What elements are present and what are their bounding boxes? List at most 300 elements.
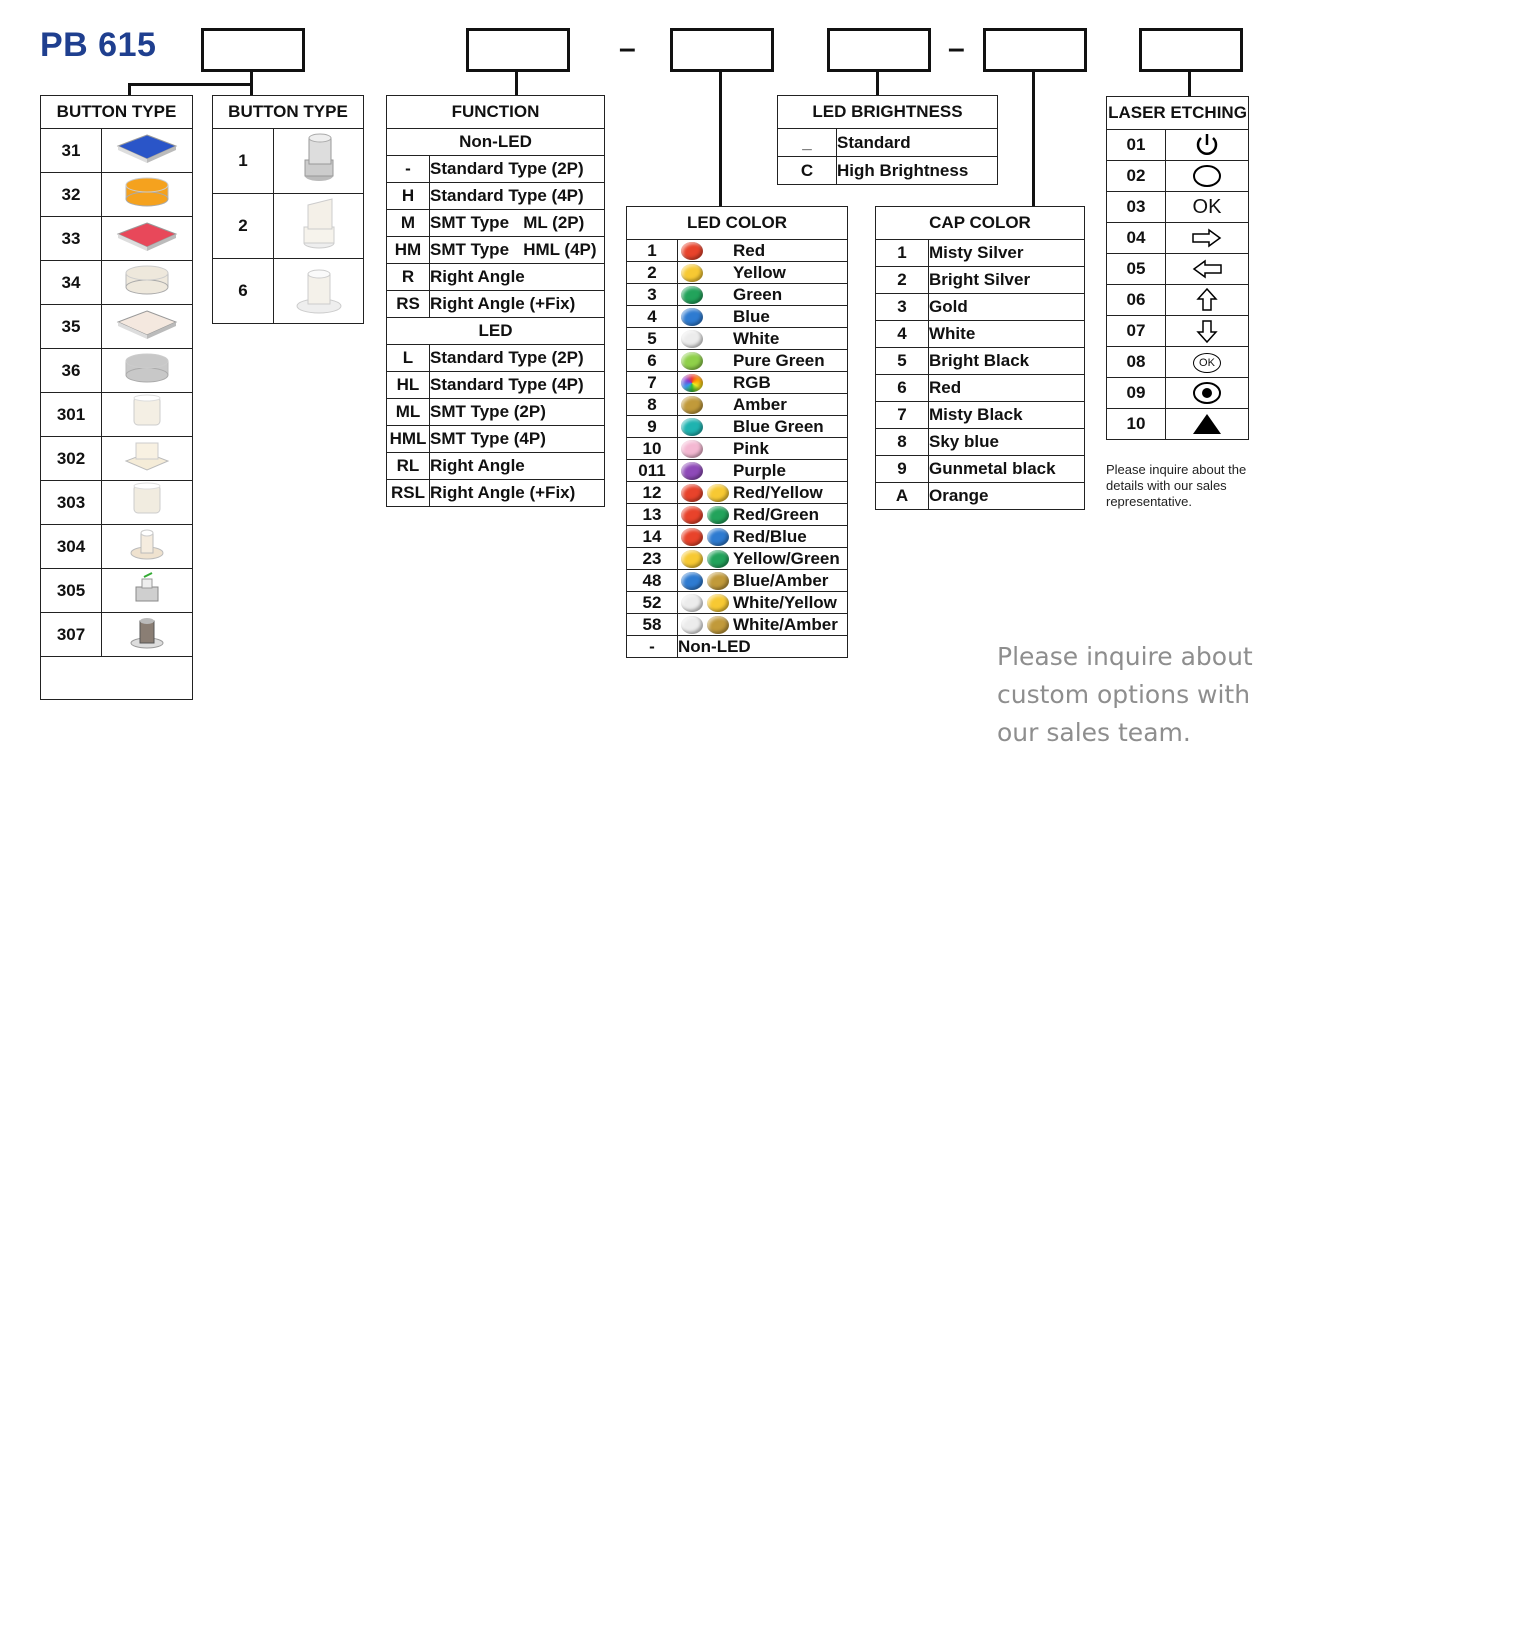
- table-row: [876, 348, 1085, 375]
- table-row: [876, 294, 1085, 321]
- cap-color-code: 9: [876, 456, 929, 483]
- part-box-led-brightness: [827, 28, 931, 72]
- led-color-label: Non-LED: [678, 636, 848, 658]
- etching-code: 10: [1107, 409, 1166, 440]
- section-label: Non-LED: [387, 129, 605, 156]
- button-type-code: 303: [41, 481, 102, 525]
- cap-color-code: 6: [876, 375, 929, 402]
- led-color-code: 14: [627, 526, 678, 548]
- led-swatch-icon: [681, 242, 703, 260]
- button-type-code: 1: [213, 129, 274, 194]
- led-color-code: 4: [627, 306, 678, 328]
- part-box-laser-etching: [1139, 28, 1243, 72]
- table-row: [876, 240, 1085, 267]
- table-row: [1107, 130, 1249, 161]
- clear-slanted-actuator-icon: [284, 195, 354, 253]
- table-header: LED BRIGHTNESS: [778, 96, 998, 129]
- ok-circle-icon: OK: [1193, 353, 1221, 373]
- function-code: M: [387, 210, 430, 237]
- function-code: RS: [387, 291, 430, 318]
- table-header: FUNCTION: [387, 96, 605, 129]
- cap-color-label: Red: [929, 375, 1085, 402]
- function-table: [386, 95, 605, 507]
- clear-stem-cap-icon: [112, 525, 182, 563]
- table-row: [387, 372, 605, 399]
- button-type-code: 32: [41, 173, 102, 217]
- function-code: H: [387, 183, 430, 210]
- table-row: [387, 237, 605, 264]
- led-swatch-cell: [678, 350, 734, 372]
- white-round-cap-icon: [112, 261, 182, 299]
- etching-symbol-cell: [1166, 254, 1249, 285]
- led-swatch-icon: [681, 484, 703, 502]
- table-row: [876, 375, 1085, 402]
- button-type-code: 34: [41, 261, 102, 305]
- product-title: PB 615: [40, 26, 157, 64]
- table-row: [778, 157, 998, 185]
- led-swatch-cell: [678, 548, 734, 570]
- table-header: CAP COLOR: [876, 207, 1085, 240]
- led-swatch-cell: [678, 592, 734, 614]
- button-type-code: 304: [41, 525, 102, 569]
- led-swatch-cell: [678, 394, 734, 416]
- actuator-image-cell: [274, 259, 364, 324]
- arrow-up-icon: [1190, 288, 1224, 312]
- function-code: R: [387, 264, 430, 291]
- led-swatch-icon: [707, 484, 729, 502]
- led-swatch-icon: [681, 572, 703, 590]
- button-image-cell: [102, 437, 193, 481]
- table-row: [1107, 316, 1249, 347]
- triangle-icon: [1190, 412, 1224, 436]
- cap-color-code: 3: [876, 294, 929, 321]
- function-code: HL: [387, 372, 430, 399]
- button-type-code: 35: [41, 305, 102, 349]
- led-color-code: 5: [627, 328, 678, 350]
- table-row: [41, 349, 193, 393]
- part-box-led-color: [670, 28, 774, 72]
- connector-line: [876, 71, 879, 96]
- led-swatch-cell: [678, 284, 734, 306]
- button-type-code: 302: [41, 437, 102, 481]
- cap-color-code: 8: [876, 429, 929, 456]
- table-row: [627, 636, 848, 658]
- table-row: [387, 480, 605, 507]
- button-image-cell: [102, 613, 193, 657]
- part-box-function: [466, 28, 570, 72]
- etching-code: 08: [1107, 347, 1166, 378]
- button-image-cell: [102, 349, 193, 393]
- connector-line: [1188, 71, 1191, 97]
- led-color-code: 2: [627, 262, 678, 284]
- function-code: ML: [387, 399, 430, 426]
- cube-base-cap-icon: [112, 569, 182, 607]
- led-color-label: Red: [733, 240, 848, 262]
- table-row: [41, 305, 193, 349]
- table-row: [41, 613, 193, 657]
- cap-color-label: Gold: [929, 294, 1085, 321]
- led-swatch-icon: [681, 440, 703, 458]
- led-swatch-icon: [681, 616, 703, 634]
- led-swatch-cell: [678, 306, 734, 328]
- led-color-code: 6: [627, 350, 678, 372]
- cap-color-label: Bright Black: [929, 348, 1085, 375]
- gray-round-cap-icon: [112, 349, 182, 387]
- function-label: Right Angle (+Fix): [430, 291, 605, 318]
- led-swatch-icon: [681, 308, 703, 326]
- led-color-code: 1: [627, 240, 678, 262]
- led-color-label: Red/Yellow: [733, 482, 848, 504]
- table-row: [627, 504, 848, 526]
- table-row: [627, 592, 848, 614]
- led-color-code: 3: [627, 284, 678, 306]
- part-box-button-type: [201, 28, 305, 72]
- table-row: [387, 453, 605, 480]
- led-swatch-icon: [681, 594, 703, 612]
- table-row: [627, 306, 848, 328]
- button-type-side-table: [212, 95, 364, 324]
- clear-tall-cylinder-cap-icon: [112, 481, 182, 519]
- led-swatch-icon: [681, 352, 703, 370]
- table-row: [627, 548, 848, 570]
- etching-symbol-cell: [1166, 285, 1249, 316]
- table-row: [876, 321, 1085, 348]
- led-brightness-table: [777, 95, 998, 185]
- function-code: RL: [387, 453, 430, 480]
- laser-etching-table: [1106, 96, 1249, 440]
- table-row: [627, 328, 848, 350]
- led-color-code: 12: [627, 482, 678, 504]
- cap-color-label: White: [929, 321, 1085, 348]
- led-color-label: Yellow/Green: [733, 548, 848, 570]
- function-label: Right Angle (+Fix): [430, 480, 605, 507]
- function-label: Standard Type (4P): [430, 372, 605, 399]
- brightness-code: _: [778, 129, 837, 157]
- etching-symbol-cell: [1166, 130, 1249, 161]
- table-row: [213, 259, 364, 324]
- led-color-code: -: [627, 636, 678, 658]
- table-header: BUTTON TYPE: [41, 96, 193, 129]
- led-color-label: Yellow: [733, 262, 848, 284]
- button-type-code: 33: [41, 217, 102, 261]
- led-swatch-cell: [678, 328, 734, 350]
- table-header: LASER ETCHING: [1107, 97, 1249, 130]
- button-type-code: 301: [41, 393, 102, 437]
- led-color-label: Red/Blue: [733, 526, 848, 548]
- etching-symbol-cell: [1166, 316, 1249, 347]
- table-row: [778, 129, 998, 157]
- dark-stem-cap-icon: [112, 613, 182, 651]
- table-row: [387, 426, 605, 453]
- brightness-label: High Brightness: [837, 157, 998, 185]
- led-swatch-cell: [678, 570, 734, 592]
- white-square-cap-icon: [112, 305, 182, 343]
- led-swatch-icon: [707, 616, 729, 634]
- arrow-down-icon: [1190, 319, 1224, 343]
- table-row: [627, 570, 848, 592]
- led-color-code: 48: [627, 570, 678, 592]
- etching-symbol-cell: [1166, 347, 1249, 378]
- etching-symbol-cell: [1166, 161, 1249, 192]
- table-row: [876, 429, 1085, 456]
- connector-line: [129, 83, 253, 86]
- table-row: [41, 481, 193, 525]
- table-row: [1107, 285, 1249, 316]
- connector-line: [1032, 71, 1035, 206]
- led-color-table: [626, 206, 848, 658]
- button-type-code: 307: [41, 613, 102, 657]
- part-box-cap-color: [983, 28, 1087, 72]
- led-color-code: 10: [627, 438, 678, 460]
- etching-code: 04: [1107, 223, 1166, 254]
- led-swatch-icon: [681, 506, 703, 524]
- table-row: [1107, 192, 1249, 223]
- cap-color-code: 5: [876, 348, 929, 375]
- cap-color-label: Misty Black: [929, 402, 1085, 429]
- led-swatch-cell: [678, 240, 734, 262]
- function-label: Standard Type (2P): [430, 345, 605, 372]
- cap-color-label: Gunmetal black: [929, 456, 1085, 483]
- table-header: BUTTON TYPE: [213, 96, 364, 129]
- function-label: SMT Type HML (4P): [430, 237, 605, 264]
- table-row: [1107, 347, 1249, 378]
- table-row: [41, 525, 193, 569]
- led-swatch-icon: [681, 396, 703, 414]
- led-swatch-icon: [681, 528, 703, 546]
- table-row: [627, 350, 848, 372]
- table-row-empty: [41, 657, 193, 700]
- etching-code: 02: [1107, 161, 1166, 192]
- table-row: [1107, 378, 1249, 409]
- led-color-code: 13: [627, 504, 678, 526]
- button-type-code: 305: [41, 569, 102, 613]
- led-swatch-icon: [707, 528, 729, 546]
- function-label: SMT Type (4P): [430, 426, 605, 453]
- table-row: [41, 217, 193, 261]
- led-color-code: 9: [627, 416, 678, 438]
- table-row: [1107, 223, 1249, 254]
- clear-cylinder-cap-icon: [112, 393, 182, 431]
- led-color-label: White/Amber: [733, 614, 848, 636]
- led-color-label: Blue/Amber: [733, 570, 848, 592]
- button-image-cell: [102, 569, 193, 613]
- section-label: LED: [387, 318, 605, 345]
- connector-line: [515, 71, 518, 96]
- power-icon: [1190, 133, 1224, 157]
- table-row: [387, 345, 605, 372]
- table-row: [627, 460, 848, 482]
- button-image-cell: [102, 525, 193, 569]
- button-image-cell: [102, 393, 193, 437]
- led-color-label: Pure Green: [733, 350, 848, 372]
- section-row: [387, 318, 605, 345]
- button-type-code: 31: [41, 129, 102, 173]
- led-swatch-icon: [707, 506, 729, 524]
- led-color-code: 8: [627, 394, 678, 416]
- actuator-image-cell: [274, 194, 364, 259]
- led-color-label: Blue Green: [733, 416, 848, 438]
- table-row: [41, 129, 193, 173]
- led-color-label: Pink: [733, 438, 848, 460]
- led-swatch-icon: [707, 594, 729, 612]
- table-row: [627, 262, 848, 284]
- table-row: [387, 156, 605, 183]
- led-color-code: 011: [627, 460, 678, 482]
- etching-symbol-cell: [1166, 409, 1249, 440]
- actuator-image-cell: [274, 129, 364, 194]
- table-row: [41, 393, 193, 437]
- led-swatch-icon: [681, 462, 703, 480]
- led-swatch-icon: [681, 374, 703, 392]
- table-row: [627, 240, 848, 262]
- cap-color-code: 1: [876, 240, 929, 267]
- table-row: [41, 173, 193, 217]
- circle-icon: [1190, 164, 1224, 188]
- function-label: SMT Type (2P): [430, 399, 605, 426]
- empty-cell: [41, 657, 193, 700]
- table-row: [387, 291, 605, 318]
- cap-color-table: [875, 206, 1085, 510]
- cap-color-label: Bright Silver: [929, 267, 1085, 294]
- etching-symbol-cell: [1166, 378, 1249, 409]
- table-row: [627, 482, 848, 504]
- table-row: [1107, 254, 1249, 285]
- led-swatch-icon: [681, 550, 703, 568]
- led-swatch-icon: [681, 286, 703, 304]
- function-label: SMT Type ML (2P): [430, 210, 605, 237]
- function-code: L: [387, 345, 430, 372]
- led-swatch-cell: [678, 460, 734, 482]
- table-row: [627, 284, 848, 306]
- button-image-cell: [102, 173, 193, 217]
- led-color-label: White: [733, 328, 848, 350]
- button-image-cell: [102, 129, 193, 173]
- table-row: [876, 483, 1085, 510]
- table-row: [627, 372, 848, 394]
- etching-code: 07: [1107, 316, 1166, 347]
- table-row: [627, 416, 848, 438]
- led-swatch-cell: [678, 482, 734, 504]
- laser-etching-note: Please inquire about the details with our sales representative.: [1106, 462, 1247, 509]
- button-type-code: 2: [213, 194, 274, 259]
- table-row: [41, 437, 193, 481]
- table-row: [213, 129, 364, 194]
- function-code: RSL: [387, 480, 430, 507]
- button-type-code: 6: [213, 259, 274, 324]
- led-color-label: Amber: [733, 394, 848, 416]
- led-color-label: RGB: [733, 372, 848, 394]
- table-row: [41, 261, 193, 305]
- function-label: Standard Type (2P): [430, 156, 605, 183]
- table-row: [213, 194, 364, 259]
- function-label: Right Angle: [430, 264, 605, 291]
- cap-color-label: Sky blue: [929, 429, 1085, 456]
- led-swatch-cell: [678, 372, 734, 394]
- clear-flanged-actuator-icon: [284, 260, 354, 318]
- button-image-cell: [102, 217, 193, 261]
- table-row: [387, 264, 605, 291]
- table-row: [876, 402, 1085, 429]
- dot-circle-icon: [1190, 381, 1224, 405]
- table-row: [387, 210, 605, 237]
- function-label: Right Angle: [430, 453, 605, 480]
- ok-text-icon: OK: [1192, 195, 1222, 218]
- brightness-code: C: [778, 157, 837, 185]
- led-swatch-cell: [678, 262, 734, 284]
- table-header: LED COLOR: [627, 207, 848, 240]
- led-color-label: Blue: [733, 306, 848, 328]
- led-swatch-icon: [681, 264, 703, 282]
- table-row: [1107, 409, 1249, 440]
- blue-square-cap-icon: [112, 129, 182, 167]
- etching-symbol-cell: [1166, 192, 1249, 223]
- button-image-cell: [102, 305, 193, 349]
- led-swatch-cell: [678, 504, 734, 526]
- button-type-code: 36: [41, 349, 102, 393]
- led-color-code: 58: [627, 614, 678, 636]
- led-swatch-cell: [678, 438, 734, 460]
- silver-cylinder-actuator-icon: [284, 130, 354, 188]
- connector-line: [719, 71, 722, 206]
- etching-code: 03: [1107, 192, 1166, 223]
- led-swatch-icon: [681, 330, 703, 348]
- cap-color-code: 7: [876, 402, 929, 429]
- function-code: -: [387, 156, 430, 183]
- brightness-label: Standard: [837, 129, 998, 157]
- clear-flanged-cap-icon: [112, 437, 182, 475]
- orange-round-cap-icon: [112, 173, 182, 211]
- led-color-label: Green: [733, 284, 848, 306]
- led-color-label: Red/Green: [733, 504, 848, 526]
- section-row: [387, 129, 605, 156]
- led-swatch-icon: [707, 550, 729, 568]
- button-type-table: [40, 95, 193, 700]
- led-color-label: Purple: [733, 460, 848, 482]
- table-row: [387, 399, 605, 426]
- cap-color-label: Misty Silver: [929, 240, 1085, 267]
- separator-dash: –: [948, 32, 965, 65]
- custom-options-note: Please inquire about custom options with our sales team.: [997, 642, 1253, 747]
- etching-code: 05: [1107, 254, 1166, 285]
- cap-color-code: A: [876, 483, 929, 510]
- led-color-code: 7: [627, 372, 678, 394]
- table-row: [876, 267, 1085, 294]
- function-code: HM: [387, 237, 430, 264]
- table-row: [387, 183, 605, 210]
- etching-symbol-cell: [1166, 223, 1249, 254]
- led-swatch-cell: [678, 416, 734, 438]
- cap-color-code: 4: [876, 321, 929, 348]
- led-color-code: 23: [627, 548, 678, 570]
- table-row: [627, 526, 848, 548]
- etching-code: 06: [1107, 285, 1166, 316]
- table-row: [627, 438, 848, 460]
- table-row: [876, 456, 1085, 483]
- led-swatch-icon: [681, 418, 703, 436]
- button-image-cell: [102, 261, 193, 305]
- button-image-cell: [102, 481, 193, 525]
- red-square-cap-icon: [112, 217, 182, 255]
- etching-code: 09: [1107, 378, 1166, 409]
- separator-dash: –: [619, 32, 636, 65]
- cap-color-label: Orange: [929, 483, 1085, 510]
- led-color-code: 52: [627, 592, 678, 614]
- arrow-right-icon: [1190, 226, 1224, 250]
- cap-color-code: 2: [876, 267, 929, 294]
- arrow-left-icon: [1190, 257, 1224, 281]
- led-swatch-icon: [707, 572, 729, 590]
- table-row: [627, 614, 848, 636]
